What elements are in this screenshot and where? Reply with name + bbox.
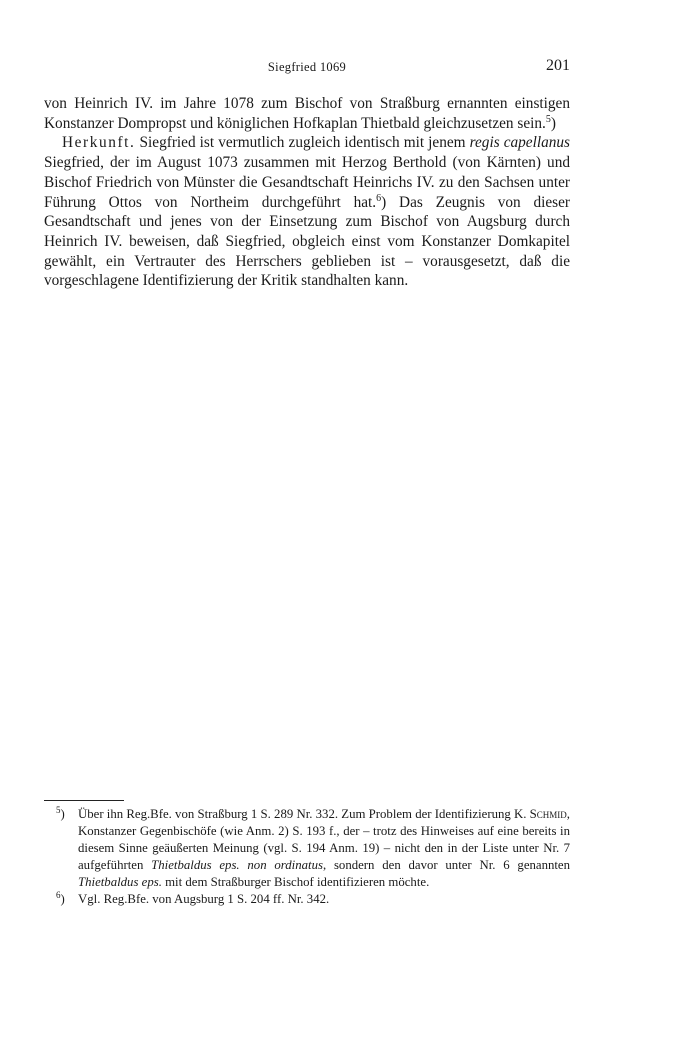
footnote-6-number: 6 — [56, 890, 61, 901]
footnote-5-italic-2: Thietbaldus eps. — [78, 875, 162, 890]
footnotes — [44, 806, 570, 909]
footnote-ref-5[interactable]: 5 — [545, 113, 551, 125]
footnote-5-text-4: mit dem Straßburger Bischof identifizieren möchte. — [161, 875, 430, 890]
paragraph-2-text-1: Siegfried ist vermutlich zugleich identisch mit jenem — [135, 134, 470, 152]
footnote-5-marker: $^5$) — [56, 805, 65, 821]
section-heading-herkunft: Herkunft. — [62, 134, 136, 152]
paragraph-2-text-2: Siegfried, der im August 1073 zusammen mit Herzog Berthold (von Kärnten) und Bischof Friedrich von Münster die Gesandtschaft Heinrichs IV. zu den Sachsen unter Führung Ottos von Northeim durchgeführt hat. — [44, 154, 570, 211]
paragraph-1 — [44, 94, 570, 133]
footnote-5-text-3: , sondern den davor unter Nr. 6 genannten — [322, 858, 571, 873]
footnote-ref-6[interactable]: 6 — [376, 192, 382, 204]
footnote-5-text-1: Über ihn Reg.Bfe. von Straßburg 1 S. 289 Nr. 332. Zum Problem der Identifizierung K. — [78, 807, 530, 821]
running-head: Siegfried 1069 — [267, 60, 347, 74]
paragraph-2-text-3: ) Das Zeugnis von dieser Gesandtschaft und jenes von der Einsetzung zum Bischof von Augsburg durch Heinrich IV. beweisen, daß Siegfried, obgleich einst vom Konstanzer Domkapitel gewählt, ein Vertrauter des Herrschers geblieben ist – vorausgesetzt, daß die vorgeschlagene Identifizierung der Kritik standhalten kann. — [44, 193, 570, 290]
paragraph-1-tail: ) — [550, 114, 556, 132]
latin-term-regis-capellanus: regis capellanus — [469, 134, 570, 152]
footnote-5 — [44, 806, 570, 891]
footnote-6-marker: $^6$) — [56, 890, 65, 907]
footnote-5-italic-1: Thietbaldus eps. non ordinatus — [151, 858, 323, 873]
footnote-5-text-2: , Konstanzer Gegenbischöfe (wie Anm. 2) S. 193 f., der – trotz des Hinweises auf eine bereits in diesem Sinne geäußerten Meinung (vgl. S. 194 Anm. 19) – nicht den in der Liste unter Nr. 7 aufgeführten — [78, 807, 570, 873]
page-header — [44, 57, 570, 81]
footnote-5-author: Schmid — [529, 807, 567, 821]
footnote-5-number: 5 — [56, 805, 61, 815]
paragraph-herkunft — [44, 133, 570, 291]
paragraph-1-text: von Heinrich IV. im Jahre 1078 zum Bischof von Straßburg ernannten einstigen Konstanzer Dompropst und königlichen Hofkaplan Thietbald gleichzusetzen sein. — [44, 95, 570, 132]
main-text — [44, 94, 570, 291]
footnote-divider — [44, 800, 124, 801]
page-number: 201 — [546, 57, 570, 74]
footnote-6 — [44, 891, 570, 908]
footnote-6-text: Vgl. Reg.Bfe. von Augsburg 1 S. 204 ff. Nr. 342. — [78, 892, 330, 907]
